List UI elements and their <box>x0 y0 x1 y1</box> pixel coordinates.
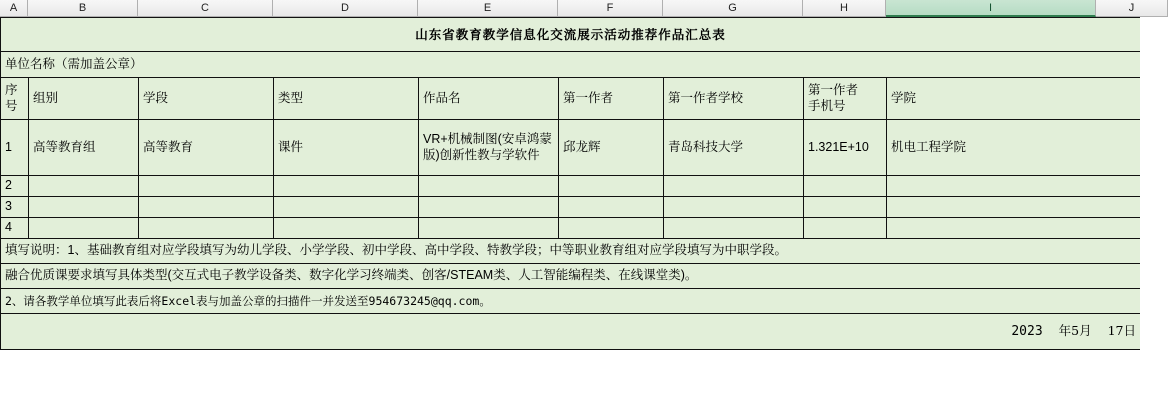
table-row <box>1 176 1141 197</box>
column-header-j[interactable]: J <box>1096 0 1168 17</box>
date-cell[interactable] <box>1 314 1141 350</box>
cell-phone-2[interactable] <box>804 176 887 197</box>
title-row <box>1 18 1141 52</box>
column-header-e[interactable]: E <box>418 0 558 17</box>
header-cell-stage[interactable]: 学段 <box>139 78 274 120</box>
cell-type-1[interactable]: 课件 <box>274 120 419 176</box>
cell-work-4[interactable] <box>419 218 559 239</box>
cell-college-1[interactable]: 机电工程学院 <box>887 120 1141 176</box>
date-day: 17日 <box>1107 322 1137 338</box>
cell-no-1[interactable]: 1 <box>1 120 29 176</box>
header-phone-line1: 第一作者 <box>808 82 859 97</box>
sheet-bottom-blank-area <box>0 392 1168 408</box>
cell-school-4[interactable] <box>664 218 804 239</box>
column-header-a[interactable]: A <box>0 0 28 17</box>
cell-author-4[interactable] <box>559 218 664 239</box>
cell-group-4[interactable] <box>29 218 139 239</box>
column-j-blank-area <box>1140 17 1168 408</box>
cell-group-1[interactable]: 高等教育组 <box>29 120 139 176</box>
table-row <box>1 120 1141 176</box>
unit-name-cell[interactable]: 单位名称（需加盖公章） <box>1 52 1141 78</box>
date-month: 年5月 <box>1058 322 1092 338</box>
cell-stage-4[interactable] <box>139 218 274 239</box>
cell-group-3[interactable] <box>29 197 139 218</box>
column-header-g[interactable]: G <box>663 0 803 17</box>
cell-type-4[interactable] <box>274 218 419 239</box>
column-header-b[interactable]: B <box>28 0 138 17</box>
note-line-3[interactable]: 2、请各教学单位填写此表后将Excel表与加盖公章的扫描件一并发送至954673245@qq.com。 <box>1 289 1141 314</box>
cell-college-4[interactable] <box>887 218 1141 239</box>
cell-author-1[interactable]: 邱龙辉 <box>559 120 664 176</box>
cell-type-3[interactable] <box>274 197 419 218</box>
column-header-h[interactable]: H <box>803 0 886 17</box>
cell-school-3[interactable] <box>664 197 804 218</box>
note-row <box>1 239 1141 264</box>
note-row <box>1 289 1141 314</box>
header-phone-line2: 手机号 <box>808 98 846 113</box>
cell-stage-3[interactable] <box>139 197 274 218</box>
cell-stage-1[interactable]: 高等教育 <box>139 120 274 176</box>
cell-group-2[interactable] <box>29 176 139 197</box>
cell-phone-4[interactable] <box>804 218 887 239</box>
cell-college-2[interactable] <box>887 176 1141 197</box>
unit-row <box>1 52 1141 78</box>
cell-school-1[interactable]: 青岛科技大学 <box>664 120 804 176</box>
cell-stage-2[interactable] <box>139 176 274 197</box>
cell-phone-3[interactable] <box>804 197 887 218</box>
cell-work-1[interactable]: VR+机械制图(安卓鸿蒙版)创新性教与学软件 <box>419 120 559 176</box>
cell-no-3[interactable]: 3 <box>1 197 29 218</box>
header-row <box>1 78 1141 120</box>
header-cell-school[interactable]: 第一作者学校 <box>664 78 804 120</box>
date-year: 2023 <box>1011 323 1043 339</box>
cell-work-2[interactable] <box>419 176 559 197</box>
table-row <box>1 197 1141 218</box>
table-row <box>1 218 1141 239</box>
cell-work-3[interactable] <box>419 197 559 218</box>
header-cell-work[interactable]: 作品名 <box>419 78 559 120</box>
cell-college-3[interactable] <box>887 197 1141 218</box>
data-grid <box>0 17 1141 350</box>
cell-school-2[interactable] <box>664 176 804 197</box>
column-header-row <box>0 0 1168 17</box>
header-cell-no[interactable]: 序号 <box>1 78 29 120</box>
cell-no-4[interactable]: 4 <box>1 218 29 239</box>
header-cell-type[interactable]: 类型 <box>274 78 419 120</box>
header-cell-group[interactable]: 组别 <box>29 78 139 120</box>
note-row <box>1 264 1141 289</box>
date-row <box>1 314 1141 350</box>
sheet-title: 山东省教育教学信息化交流展示活动推荐作品汇总表 <box>1 18 1141 52</box>
header-cell-phone[interactable] <box>804 78 887 120</box>
column-header-i[interactable]: I <box>886 0 1096 17</box>
cell-phone-1[interactable]: 1.321E+10 <box>804 120 887 176</box>
cell-type-2[interactable] <box>274 176 419 197</box>
note-line-1[interactable]: 填写说明：1、基础教育组对应学段填写为幼儿学段、小学学段、初中学段、高中学段、特教学段；中等职业教育组对应学段填写为中职学段。 <box>1 239 1141 264</box>
cell-author-3[interactable] <box>559 197 664 218</box>
cell-author-2[interactable] <box>559 176 664 197</box>
cell-no-2[interactable]: 2 <box>1 176 29 197</box>
column-header-d[interactable]: D <box>273 0 418 17</box>
column-header-c[interactable]: C <box>138 0 273 17</box>
header-cell-author[interactable]: 第一作者 <box>559 78 664 120</box>
note-line-2[interactable]: 融合优质课要求填写具体类型(交互式电子教学设备类、数字化学习终端类、创客/STEAM类、人工智能编程类、在线课堂类)。 <box>1 264 1141 289</box>
header-cell-college[interactable]: 学院 <box>887 78 1141 120</box>
column-header-f[interactable]: F <box>558 0 663 17</box>
